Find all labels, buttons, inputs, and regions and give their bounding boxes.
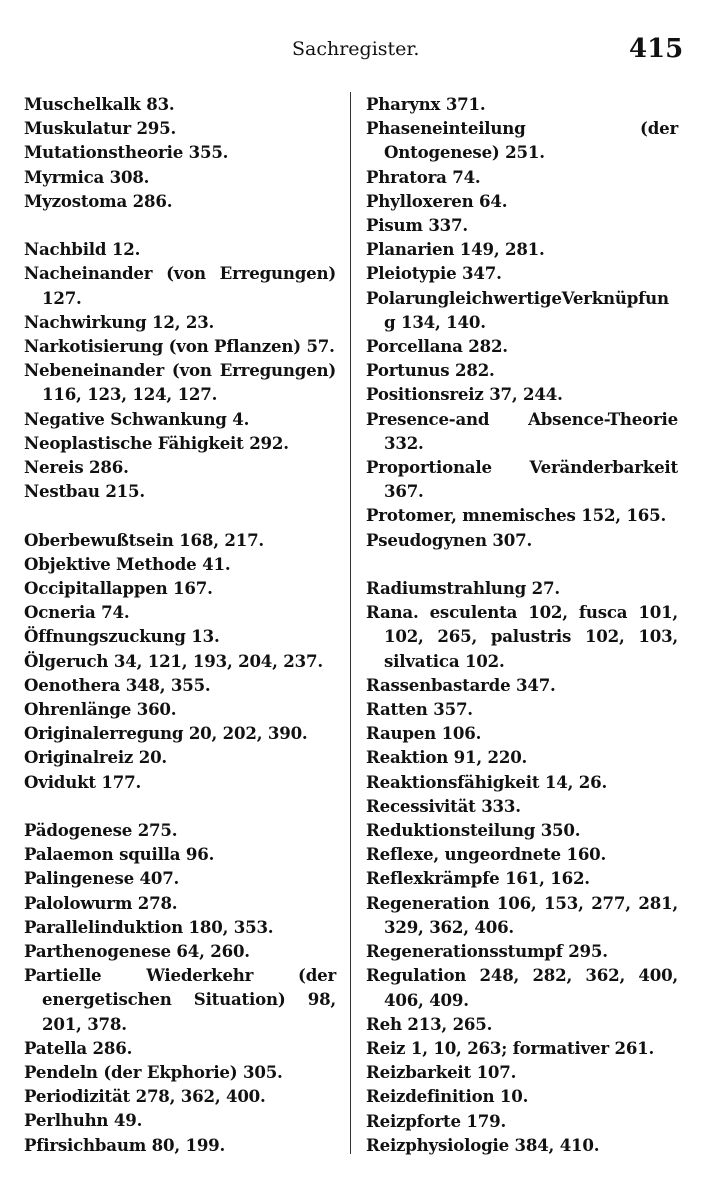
index-entry: Nebeneinander (von Erregungen) 116, 123, 124, 127. [24, 360, 336, 405]
index-entry: Reizphysiologie 384, 410. [366, 1134, 600, 1155]
index-entry: Ovidukt 177. [24, 771, 142, 792]
index-entry: Pleiotypie 347. [366, 263, 502, 284]
header-title: Sachregister. [292, 38, 420, 60]
index-section [24, 237, 336, 503]
index-entry: Ocneria 74. [24, 602, 130, 623]
index-entry: Negative Schwankung 4. [24, 408, 250, 429]
index-entry: Recessivität 333. [366, 795, 521, 816]
index-entry: Phaseneinteilung (der Ontogenese) 251. [366, 118, 678, 163]
index-section [366, 92, 678, 552]
index-entry: Oberbewußtsein 168, 217. [24, 529, 264, 550]
index-entry: Neoplastische Fähigkeit 292. [24, 432, 289, 453]
index-entry: Protomer, mnemisches 152, 165. [366, 505, 667, 526]
index-entry: Reizdefinition 10. [366, 1086, 529, 1107]
index-entry: Pfirsichbaum 80, 199. [24, 1134, 226, 1155]
index-entry: Proportionale Veränderbarkeit 367. [366, 457, 678, 502]
index-entry: Reh 213, 265. [366, 1013, 493, 1034]
index-entry: PolarungleichwertigeVerknüpfung 134, 140. [366, 287, 669, 332]
index-entry: Periodizität 278, 362, 400. [24, 1086, 266, 1107]
index-entry: Pharynx 371. [366, 94, 486, 114]
index-column-right [366, 92, 678, 1181]
index-entry: Rassenbastarde 347. [366, 674, 556, 695]
index-entry: Parallelinduktion 180, 353. [24, 916, 274, 937]
index-entry: Pseudogynen 307. [366, 529, 533, 550]
index-entry: Ratten 357. [366, 699, 473, 720]
index-entry: Pädogenese 275. [24, 820, 178, 841]
index-entry: Phratora 74. [366, 166, 481, 187]
index-entry: Mutationstheorie 355. [24, 142, 229, 163]
index-entry: Objektive Methode 41. [24, 553, 231, 574]
index-entry: Pisum 337. [366, 215, 468, 236]
index-entry: Reizpforte 179. [366, 1110, 507, 1131]
index-section [24, 528, 336, 794]
index-entry: Palolowurm 278. [24, 892, 178, 913]
index-entry: Reduktionsteilung 350. [366, 820, 581, 841]
index-section [24, 92, 336, 213]
index-entry: Rana. esculenta 102, fusca 101, 102, 265, palustris 102, 103, silvatica 102. [366, 602, 678, 671]
index-entry: Regeneration 106, 153, 277, 281, 329, 362, 406. [366, 892, 678, 937]
running-header [0, 34, 713, 74]
index-entry: Öffnungszuckung 13. [24, 626, 220, 647]
index-entry: Reiz 1, 10, 263; formativer 261. [366, 1037, 655, 1058]
page-number: 415 [629, 34, 684, 64]
index-entry: Nereis 286. [24, 457, 129, 478]
index-entry: Raupen 106. [366, 723, 482, 744]
index-entry: Perlhuhn 49. [24, 1110, 143, 1131]
index-entry: Reflexe, ungeordnete 160. [366, 844, 607, 865]
index-entry: Porcellana 282. [366, 336, 508, 357]
index-entry: Occipitallappen 167. [24, 578, 213, 599]
column-divider [350, 92, 351, 1154]
index-entry: Regenerationsstumpf 295. [366, 941, 608, 962]
index-entry: Portunus 282. [366, 360, 495, 381]
index-entry: Originalerregung 20, 202, 390. [24, 723, 308, 744]
index-entry: Palingenese 407. [24, 868, 180, 889]
index-entry: Palaemon squilla 96. [24, 844, 215, 865]
index-entry: Muskulatur 295. [24, 118, 177, 139]
index-section [366, 576, 678, 1157]
index-entry: Narkotisierung (von Pflanzen) 57. [24, 336, 335, 357]
index-entry: Positionsreiz 37, 244. [366, 384, 563, 405]
index-entry: Parthenogenese 64, 260. [24, 941, 250, 962]
index-entry: Nacheinander (von Erregungen) 127. [24, 263, 336, 308]
index-entry: Myzostoma 286. [24, 190, 173, 211]
index-entry: Reaktionsfähigkeit 14, 26. [366, 771, 608, 792]
index-entry: Ohrenlänge 360. [24, 699, 177, 720]
index-entry: Reaktion 91, 220. [366, 747, 528, 768]
index-column-left [24, 92, 336, 1181]
index-entry: Reflexkrämpfe 161, 162. [366, 868, 590, 889]
index-entry: Originalreiz 20. [24, 747, 168, 768]
index-entry: Myrmica 308. [24, 166, 150, 187]
index-entry: Presence-and Absence-Theorie 332. [366, 408, 678, 453]
index-entry: Partielle Wiederkehr (der energetischen Situation) 98, 201, 378. [24, 965, 336, 1034]
index-entry: Nachbild 12. [24, 239, 141, 260]
index-entry: Ölgeruch 34, 121, 193, 204, 237. [24, 650, 323, 671]
index-entry: Patella 286. [24, 1037, 133, 1058]
index-entry: Pendeln (der Ekphorie) 305. [24, 1062, 283, 1083]
index-entry: Nestbau 215. [24, 481, 145, 502]
index-entry: Reizbarkeit 107. [366, 1062, 517, 1083]
index-entry: Radiumstrahlung 27. [366, 578, 560, 599]
index-entry: Nachwirkung 12, 23. [24, 311, 215, 332]
index-entry: Oenothera 348, 355. [24, 674, 211, 695]
index-entry: Regulation 248, 282, 362, 400, 406, 409. [366, 965, 678, 1010]
index-entry: Planarien 149, 281. [366, 239, 545, 260]
index-entry: Muschelkalk 83. [24, 94, 175, 114]
index-entry: Phylloxeren 64. [366, 190, 508, 211]
index-section [24, 818, 336, 1157]
